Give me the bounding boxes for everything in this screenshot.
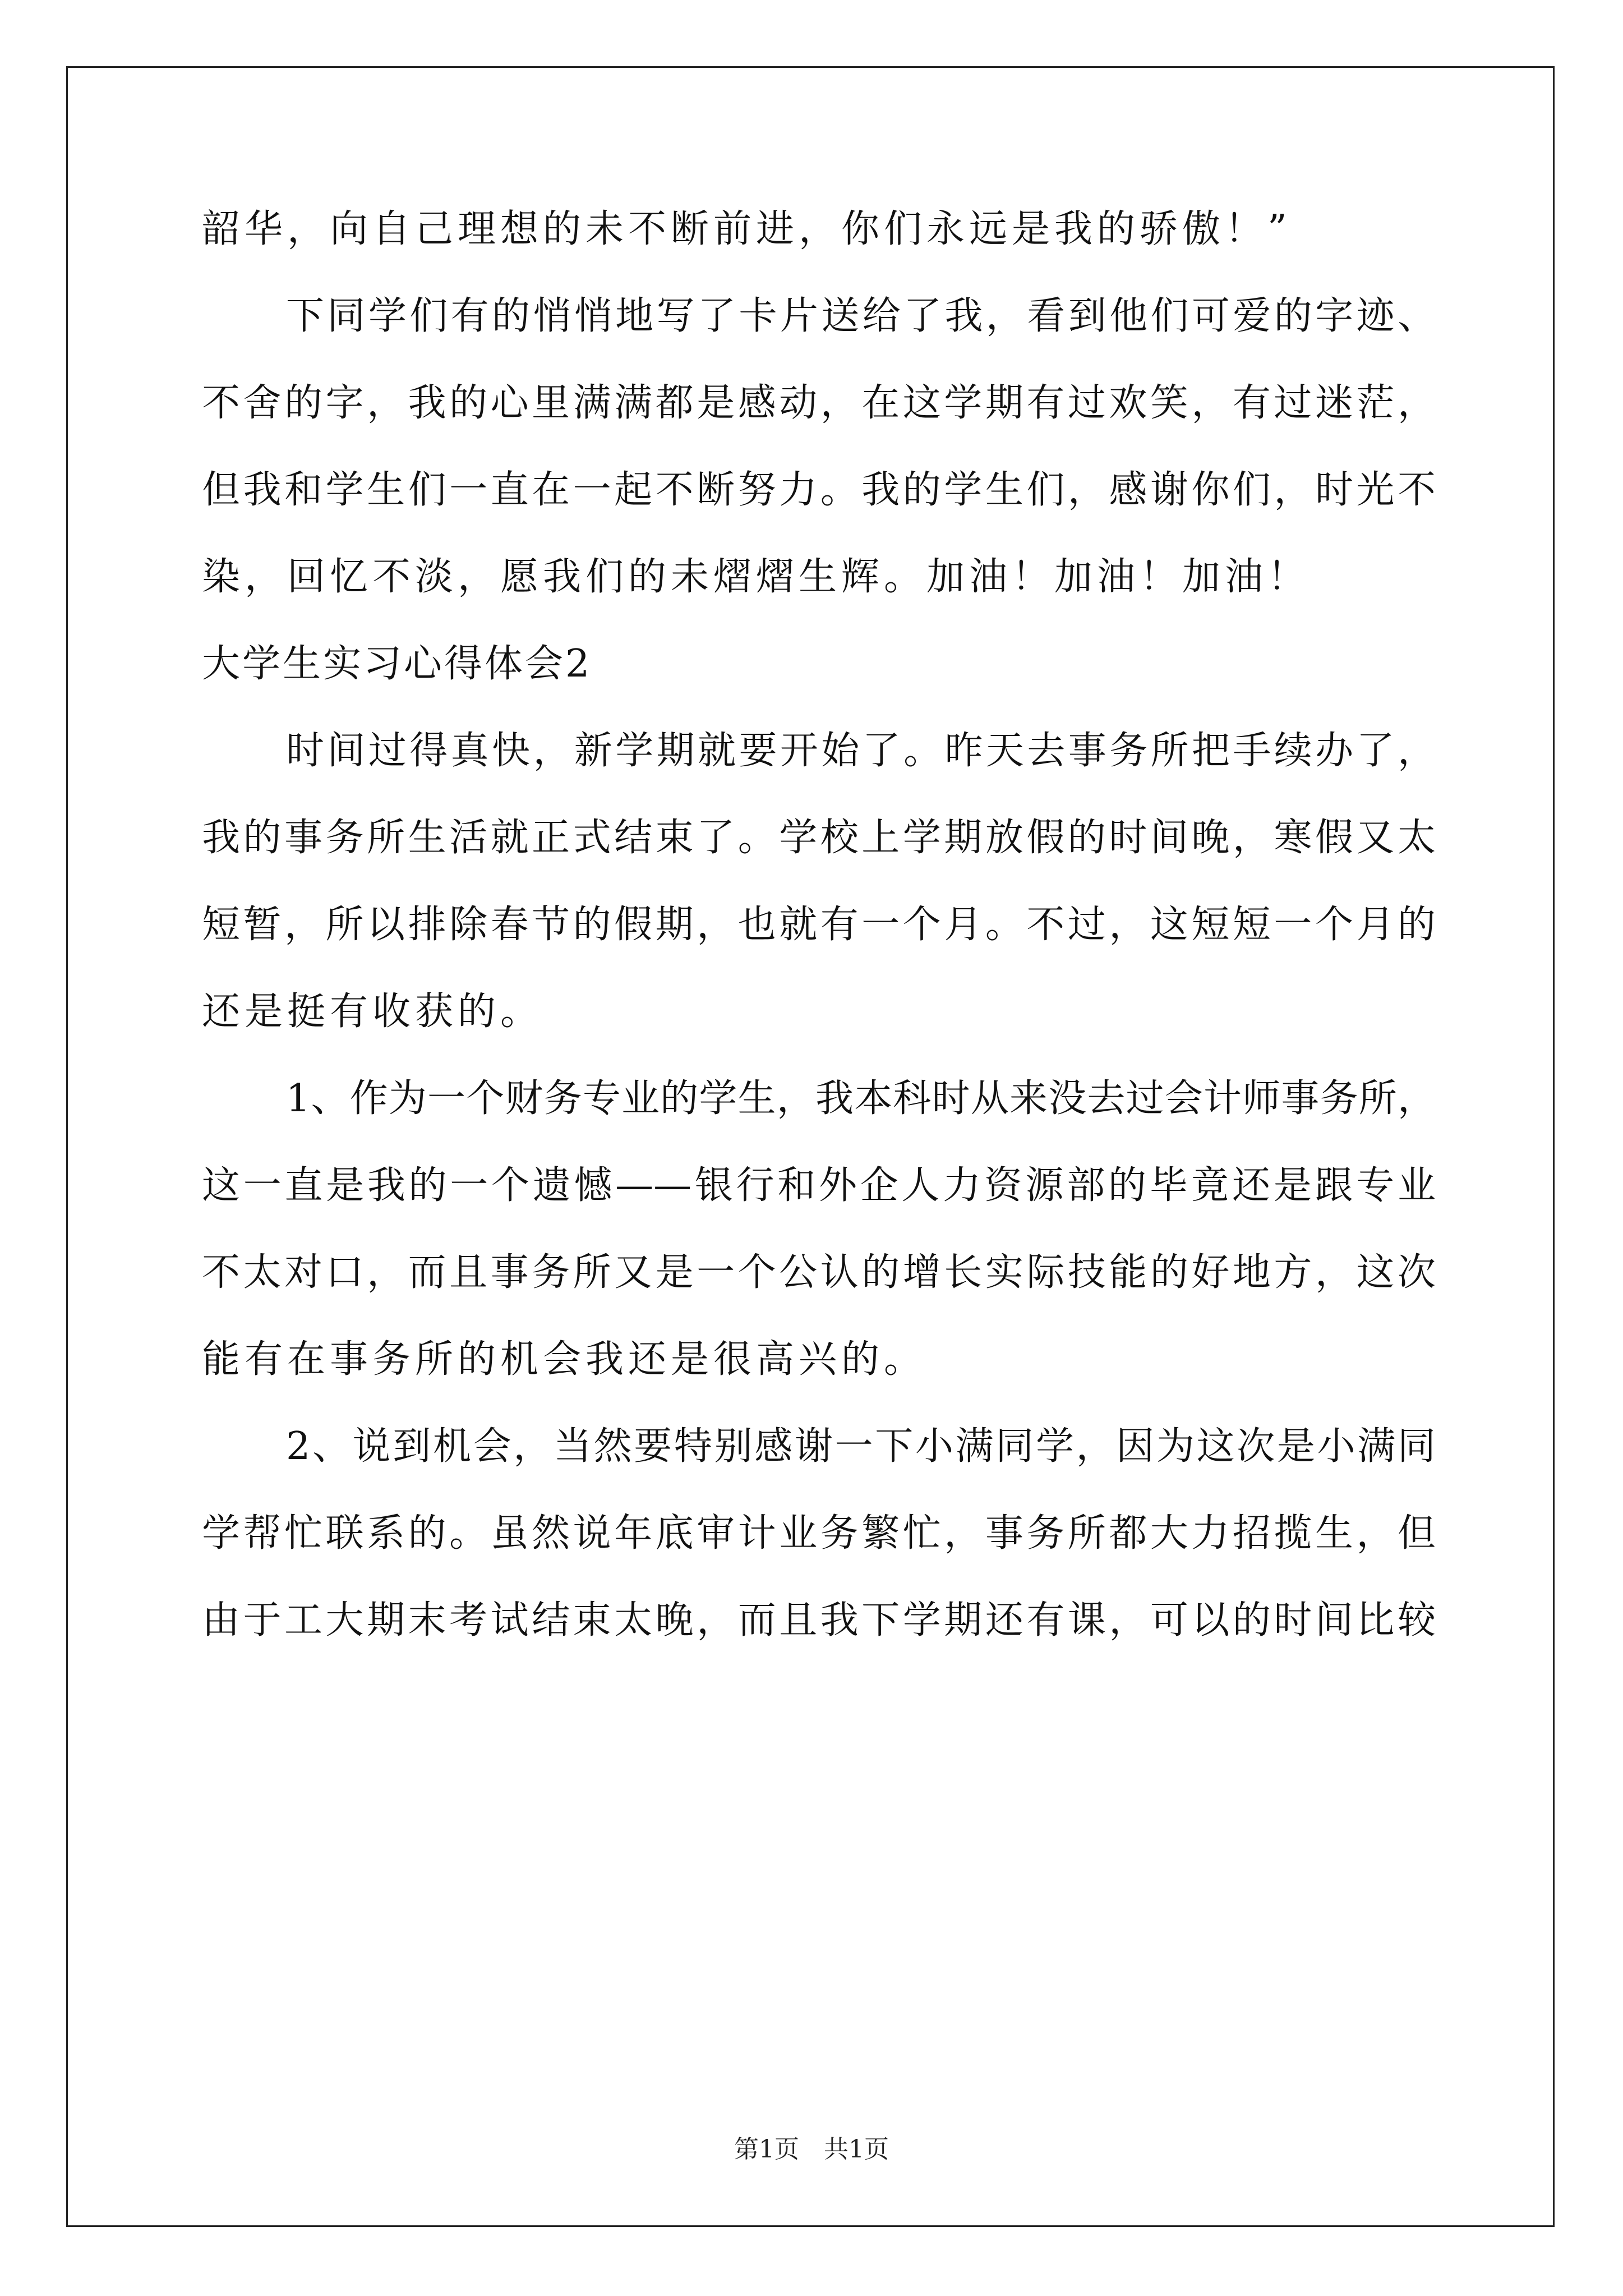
paragraph-line: 不太对口，而且事务所又是一个公认的增长实际技能的好地方，这次 xyxy=(202,1250,1436,1295)
paragraph-line: 还是挺有收获的。 xyxy=(202,990,543,1034)
paragraph-line: 时间过得真快，新学期就要开始了。昨天去事务所把手续办了， xyxy=(286,729,1436,773)
paragraph-line: 1、作为一个财务专业的学生，我本科时从来没去过会计师事务所， xyxy=(286,1076,1436,1121)
paragraph-line: 染，回忆不淡，愿我们的未熠熠生辉。加油！加油！加油！ xyxy=(202,555,1311,599)
paragraph-line: 学帮忙联系的。虽然说年底审计业务繁忙，事务所都大力招揽生，但 xyxy=(202,1511,1436,1556)
section-heading: 大学生实习心得体会2 xyxy=(202,642,592,686)
paragraph-line: 短暂，所以排除春节的假期，也就有一个月。不过，这短短一个月的 xyxy=(202,903,1436,947)
paragraph-line: 能有在事务所的机会我还是很高兴的。 xyxy=(202,1337,927,1382)
paragraph-line: 2、说到机会，当然要特别感谢一下小满同学，因为这次是小满同 xyxy=(286,1424,1436,1469)
paragraph-line: 由于工大期末考试结束太晚，而且我下学期还有课，可以的时间比较 xyxy=(202,1598,1436,1642)
paragraph-line: 下同学们有的悄悄地写了卡片送给了我，看到他们可爱的字迹、 xyxy=(286,294,1436,338)
page-number-footer: 第1页 共1页 xyxy=(734,2135,889,2164)
paragraph-line: 不舍的字，我的心里满满都是感动，在这学期有过欢笑，有过迷茫， xyxy=(202,381,1436,425)
paragraph-line: 韶华，向自己理想的未不断前进，你们永远是我的骄傲！” xyxy=(202,207,1292,251)
paragraph-line: 但我和学生们一直在一起不断努力。我的学生们，感谢你们，时光不 xyxy=(202,468,1436,512)
paragraph-line: 我的事务所生活就正式结束了。学校上学期放假的时间晚，寒假又太 xyxy=(202,816,1436,860)
paragraph-line: 这一直是我的一个遗憾——银行和外企人力资源部的毕竟还是跟专业 xyxy=(202,1163,1436,1208)
